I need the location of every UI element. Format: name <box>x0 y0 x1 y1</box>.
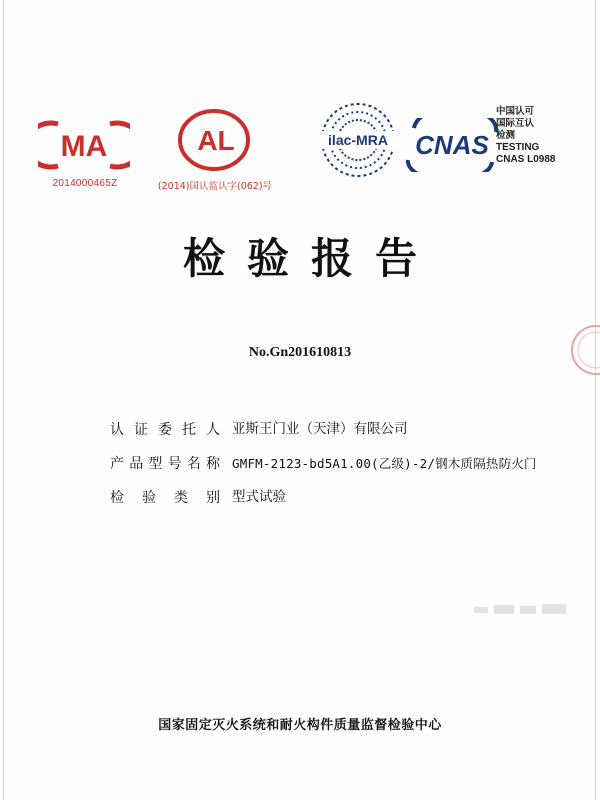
report-title: 检验报告 <box>182 234 439 283</box>
field-label-client: 认 证 委 托 人 <box>110 422 220 438</box>
ilac-mra-logo <box>312 100 404 182</box>
cal-logo <box>176 108 252 172</box>
cnas-caption-line: CNAS L0988 <box>496 154 556 165</box>
field-label-test-type: 检 验 类 别 <box>110 490 220 506</box>
ilac-logo-text: ilac-MRA <box>328 132 388 148</box>
cma-logo <box>38 120 130 170</box>
page-edge-right <box>595 0 596 800</box>
cma-logo-text: MA <box>60 130 108 163</box>
field-value-product: GMFM-2123-bd5A1.00(乙级)-2/钢木质隔热防火门 <box>232 456 537 471</box>
cnas-logo <box>400 118 504 172</box>
field-value-test-type: 型式试验 <box>232 489 286 505</box>
partial-seal-stamp <box>562 320 600 380</box>
cnas-caption-line: 国际互认 <box>496 118 535 129</box>
cnas-caption-line: 检测 <box>496 130 516 141</box>
cma-code: 2014000465Z <box>52 178 118 189</box>
cal-logo-text: AL <box>197 125 235 156</box>
report-info-fields <box>110 420 580 522</box>
field-label-product: 产 品 型 号 名 称 <box>110 456 220 472</box>
field-row-client <box>110 420 580 440</box>
field-row-product <box>110 454 580 474</box>
faint-watermark <box>470 600 580 620</box>
cnas-caption-line: 中国认可 <box>496 106 535 117</box>
page-edge-left <box>3 0 4 800</box>
issuing-organization: 国家固定灭火系统和耐火构件质量监督检验中心 <box>158 718 442 733</box>
cnas-logo-text: CNAS <box>415 130 489 160</box>
field-value-client: 亚斯王门业（天津）有限公司 <box>232 421 408 437</box>
cnas-caption-line: TESTING <box>496 142 540 153</box>
report-number: No.Gn201610813 <box>248 345 352 360</box>
field-row-test-type <box>110 488 580 508</box>
cnas-caption <box>496 106 592 166</box>
cal-code: (2014)国认监认字(062)号 <box>157 181 273 192</box>
